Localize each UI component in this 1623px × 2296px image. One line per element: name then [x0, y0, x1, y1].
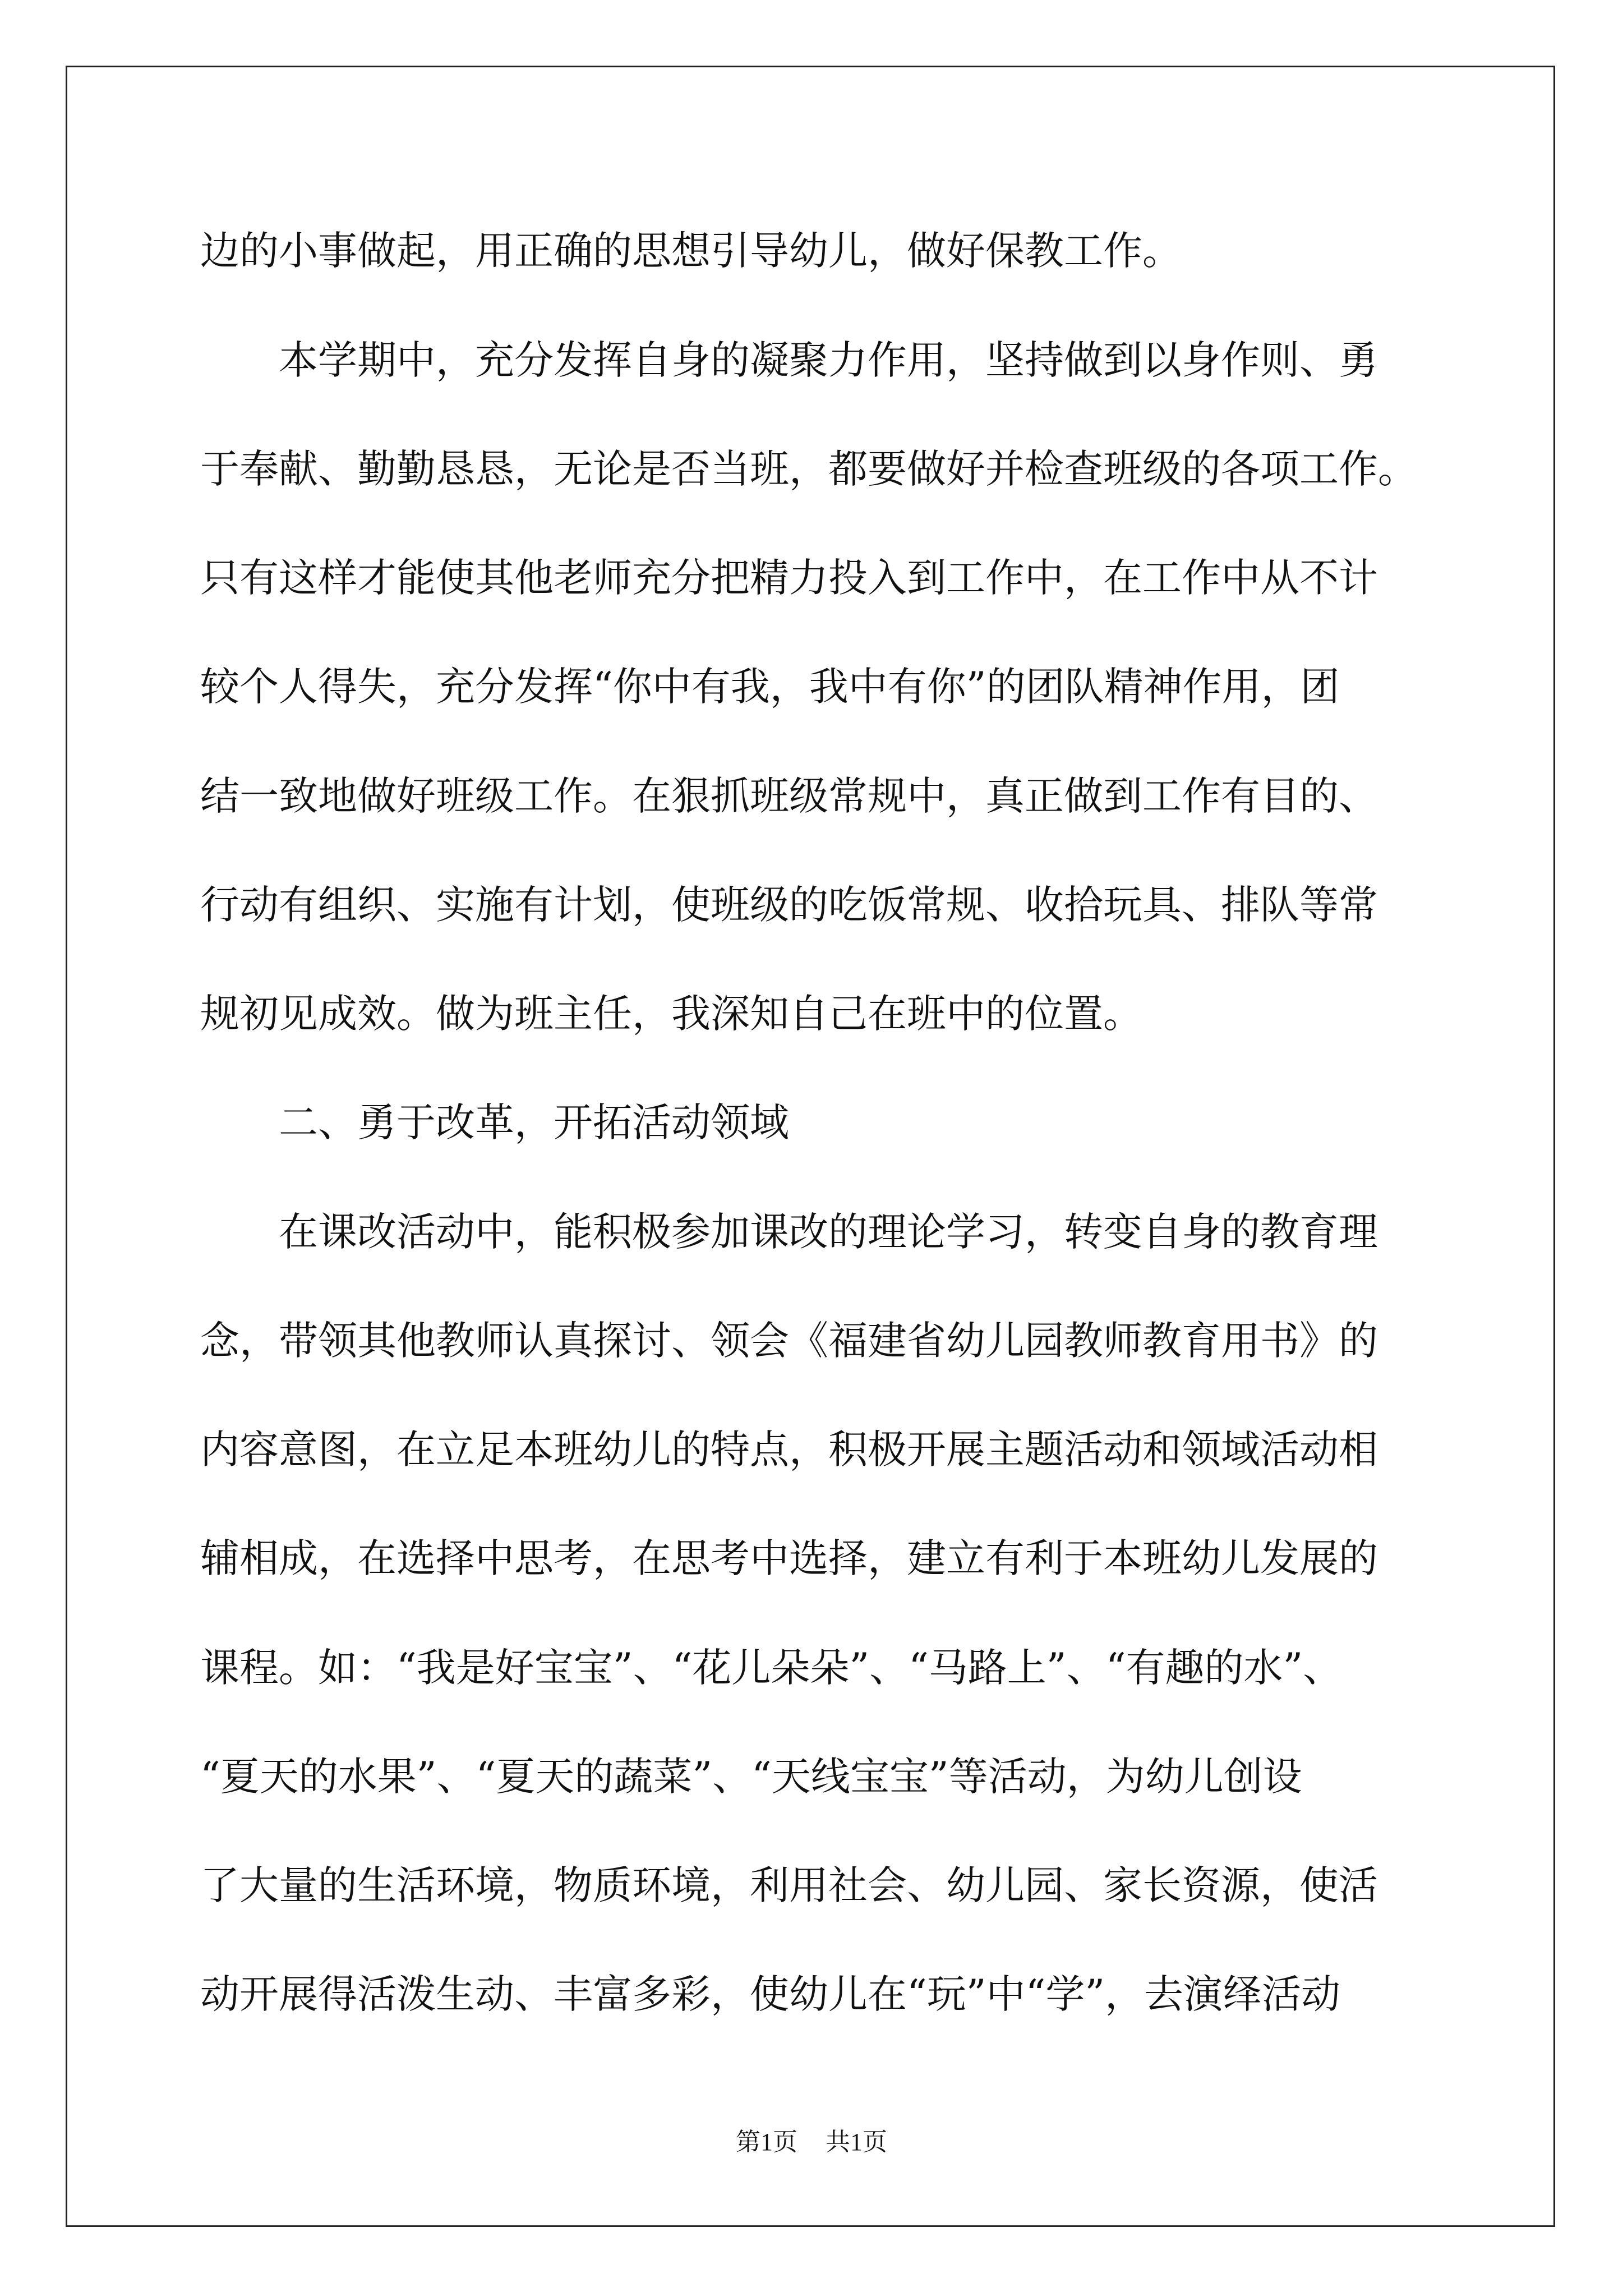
text-line: 较个人得失，充分发挥“你中有我，我中有你”的团队精神作用，团 [200, 664, 1340, 710]
text-line: 规初见成效。做为班主任，我深知自己在班中的位置。 [200, 991, 1142, 1037]
text-line: 于奉献、勤勤恳恳，无论是否当班，都要做好并检查班级的各项工作。 [200, 446, 1417, 492]
text-line: 本学期中，充分发挥自身的凝聚力作用，坚持做到以身作则、勇 [200, 337, 1378, 383]
section-heading: 二、勇于改革，开拓活动领域 [200, 1099, 789, 1145]
page-footer [0, 2130, 1623, 2155]
text-line: 辅相成，在选择中思考，在思考中选择，建立有利于本班幼儿发展的 [200, 1535, 1378, 1581]
text-line: 结一致地做好班级工作。在狠抓班级常规中，真正做到工作有目的、 [200, 773, 1378, 819]
text-line: 课程。如：“我是好宝宝”、“花儿朵朵”、“马路上”、“有趣的水”、 [200, 1645, 1343, 1691]
text-line: 了大量的生活环境，物质环境，利用社会、幼儿园、家长资源，使活 [200, 1862, 1378, 1908]
text-line: 动开展得活泼生动、丰富多彩，使幼儿在“玩”中“学”，去演绎活动 [200, 1971, 1341, 2017]
page-total: 共1页 [826, 2128, 887, 2156]
text-line: 念，带领其他教师认真探讨、领会《福建省幼儿园教师教育用书》的 [200, 1318, 1378, 1364]
page-number: 第1页 [736, 2128, 797, 2156]
text-line: 边的小事做起，用正确的思想引导幼儿，做好保教工作。 [200, 228, 1182, 274]
text-line: 行动有组织、实施有计划，使班级的吃饭常规、收拾玩具、排队等常 [200, 882, 1378, 928]
text-line: “夏天的水果”、“夏天的蔬菜”、“天线宝宝”等活动，为幼儿创设 [200, 1754, 1302, 1800]
text-line: 内容意图，在立足本班幼儿的特点，积极开展主题活动和领域活动相 [200, 1427, 1378, 1473]
text-line: 在课改活动中，能积极参加课改的理论学习，转变自身的教育理 [200, 1209, 1378, 1255]
text-line: 只有这样才能使其他老师充分把精力投入到工作中，在工作中从不计 [200, 555, 1378, 601]
